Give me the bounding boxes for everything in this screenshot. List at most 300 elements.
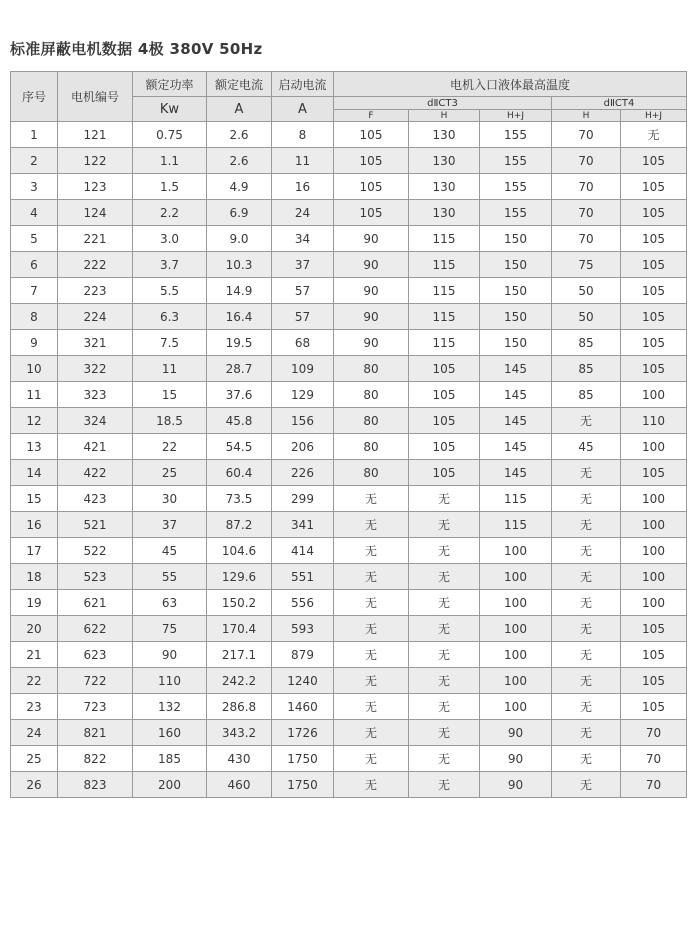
cell-current: 6.9 — [207, 200, 272, 226]
cell-start-current: 11 — [272, 148, 334, 174]
cell-ct3-h: 115 — [409, 278, 480, 304]
cell-seq: 8 — [11, 304, 58, 330]
cell-start-current: 414 — [272, 538, 334, 564]
cell-start-current: 109 — [272, 356, 334, 382]
cell-seq: 10 — [11, 356, 58, 382]
cell-seq: 15 — [11, 486, 58, 512]
cell-ct4-hj: 105 — [621, 616, 687, 642]
cell-seq: 11 — [11, 382, 58, 408]
cell-ct3-h: 105 — [409, 382, 480, 408]
cell-seq: 2 — [11, 148, 58, 174]
cell-ct3-hj: 155 — [480, 200, 552, 226]
header-ct3-h: H — [409, 110, 480, 122]
cell-power: 3.0 — [133, 226, 207, 252]
cell-ct3-f: 无 — [334, 616, 409, 642]
cell-ct3-h: 115 — [409, 226, 480, 252]
cell-ct3-f: 90 — [334, 226, 409, 252]
cell-ct4-hj: 105 — [621, 668, 687, 694]
cell-current: 9.0 — [207, 226, 272, 252]
cell-ct3-hj: 145 — [480, 434, 552, 460]
cell-current: 104.6 — [207, 538, 272, 564]
cell-start-current: 1460 — [272, 694, 334, 720]
cell-ct4-hj: 105 — [621, 278, 687, 304]
table-body — [11, 122, 687, 798]
cell-ct3-h: 105 — [409, 408, 480, 434]
cell-seq: 3 — [11, 174, 58, 200]
cell-motor-no: 323 — [58, 382, 133, 408]
cell-ct3-hj: 155 — [480, 174, 552, 200]
cell-motor-no: 521 — [58, 512, 133, 538]
cell-power: 185 — [133, 746, 207, 772]
table-row — [11, 512, 687, 538]
cell-ct3-h: 130 — [409, 174, 480, 200]
cell-ct4-hj: 105 — [621, 252, 687, 278]
cell-ct4-hj: 105 — [621, 304, 687, 330]
cell-ct4-h: 无 — [552, 616, 621, 642]
cell-ct3-h: 105 — [409, 356, 480, 382]
cell-ct4-hj: 105 — [621, 330, 687, 356]
cell-seq: 16 — [11, 512, 58, 538]
cell-ct4-hj: 105 — [621, 148, 687, 174]
cell-current: 87.2 — [207, 512, 272, 538]
table-row — [11, 460, 687, 486]
table-row — [11, 226, 687, 252]
cell-ct3-h: 105 — [409, 460, 480, 486]
cell-seq: 25 — [11, 746, 58, 772]
cell-ct4-hj: 105 — [621, 200, 687, 226]
cell-current: 460 — [207, 772, 272, 798]
cell-ct4-h: 70 — [552, 122, 621, 148]
cell-motor-no: 523 — [58, 564, 133, 590]
header-ct4-h: H — [552, 110, 621, 122]
cell-seq: 13 — [11, 434, 58, 460]
cell-power: 90 — [133, 642, 207, 668]
table-row — [11, 642, 687, 668]
cell-ct4-h: 无 — [552, 564, 621, 590]
cell-motor-no: 823 — [58, 772, 133, 798]
cell-seq: 22 — [11, 668, 58, 694]
cell-power: 132 — [133, 694, 207, 720]
cell-current: 45.8 — [207, 408, 272, 434]
header-max-temp: 电机入口液体最高温度 — [334, 72, 687, 97]
cell-ct3-f: 无 — [334, 746, 409, 772]
cell-ct3-f: 90 — [334, 278, 409, 304]
cell-motor-no: 124 — [58, 200, 133, 226]
cell-ct3-f: 80 — [334, 356, 409, 382]
cell-ct4-h: 70 — [552, 200, 621, 226]
cell-motor-no: 324 — [58, 408, 133, 434]
table-row — [11, 278, 687, 304]
table-row — [11, 356, 687, 382]
cell-ct4-hj: 105 — [621, 460, 687, 486]
cell-ct3-f: 无 — [334, 538, 409, 564]
table-row — [11, 720, 687, 746]
cell-start-current: 1726 — [272, 720, 334, 746]
cell-ct3-hj: 100 — [480, 590, 552, 616]
header-current-unit: A — [207, 97, 272, 122]
cell-seq: 7 — [11, 278, 58, 304]
header-motor-no: 电机编号 — [58, 72, 133, 122]
cell-ct3-f: 90 — [334, 252, 409, 278]
cell-power: 3.7 — [133, 252, 207, 278]
cell-power: 7.5 — [133, 330, 207, 356]
cell-ct4-hj: 105 — [621, 226, 687, 252]
table-row — [11, 122, 687, 148]
cell-motor-no: 322 — [58, 356, 133, 382]
cell-power: 160 — [133, 720, 207, 746]
cell-ct4-h: 85 — [552, 356, 621, 382]
table-row — [11, 694, 687, 720]
cell-start-current: 551 — [272, 564, 334, 590]
cell-ct4-h: 85 — [552, 330, 621, 356]
cell-ct3-hj: 145 — [480, 382, 552, 408]
cell-ct3-f: 105 — [334, 122, 409, 148]
cell-motor-no: 122 — [58, 148, 133, 174]
cell-ct3-hj: 150 — [480, 226, 552, 252]
header-seq: 序号 — [11, 72, 58, 122]
cell-current: 60.4 — [207, 460, 272, 486]
cell-current: 343.2 — [207, 720, 272, 746]
cell-seq: 17 — [11, 538, 58, 564]
table-row — [11, 174, 687, 200]
cell-ct3-hj: 145 — [480, 356, 552, 382]
cell-start-current: 57 — [272, 304, 334, 330]
table-row — [11, 616, 687, 642]
page-title: 标准屏蔽电机数据 4极 380V 50Hz — [10, 40, 263, 58]
cell-ct4-h: 无 — [552, 642, 621, 668]
cell-seq: 19 — [11, 590, 58, 616]
cell-ct3-h: 无 — [409, 512, 480, 538]
cell-start-current: 879 — [272, 642, 334, 668]
cell-ct4-hj: 100 — [621, 382, 687, 408]
cell-ct3-f: 105 — [334, 200, 409, 226]
cell-ct3-f: 90 — [334, 330, 409, 356]
header-ct3-hj: H+J — [480, 110, 552, 122]
cell-ct3-hj: 90 — [480, 746, 552, 772]
header-ct3-f: F — [334, 110, 409, 122]
cell-ct3-h: 无 — [409, 772, 480, 798]
cell-power: 37 — [133, 512, 207, 538]
cell-ct3-hj: 90 — [480, 772, 552, 798]
cell-motor-no: 821 — [58, 720, 133, 746]
cell-ct3-h: 无 — [409, 694, 480, 720]
table-header — [11, 72, 687, 122]
table-row — [11, 538, 687, 564]
cell-motor-no: 722 — [58, 668, 133, 694]
cell-start-current: 57 — [272, 278, 334, 304]
cell-seq: 4 — [11, 200, 58, 226]
cell-power: 18.5 — [133, 408, 207, 434]
cell-ct3-h: 无 — [409, 486, 480, 512]
cell-start-current: 226 — [272, 460, 334, 486]
cell-ct4-h: 无 — [552, 408, 621, 434]
cell-ct3-f: 90 — [334, 304, 409, 330]
cell-seq: 21 — [11, 642, 58, 668]
cell-current: 37.6 — [207, 382, 272, 408]
cell-ct3-f: 80 — [334, 434, 409, 460]
cell-seq: 14 — [11, 460, 58, 486]
table-row — [11, 148, 687, 174]
cell-power: 11 — [133, 356, 207, 382]
table-row — [11, 746, 687, 772]
cell-ct4-hj: 100 — [621, 486, 687, 512]
cell-ct4-hj: 110 — [621, 408, 687, 434]
cell-ct3-f: 无 — [334, 720, 409, 746]
cell-ct4-h: 无 — [552, 512, 621, 538]
cell-seq: 26 — [11, 772, 58, 798]
cell-current: 2.6 — [207, 122, 272, 148]
cell-start-current: 1750 — [272, 772, 334, 798]
cell-ct4-hj: 100 — [621, 538, 687, 564]
cell-current: 16.4 — [207, 304, 272, 330]
cell-current: 28.7 — [207, 356, 272, 382]
cell-ct4-h: 75 — [552, 252, 621, 278]
cell-start-current: 16 — [272, 174, 334, 200]
cell-current: 170.4 — [207, 616, 272, 642]
cell-power: 75 — [133, 616, 207, 642]
table-row — [11, 252, 687, 278]
cell-ct3-hj: 90 — [480, 720, 552, 746]
cell-ct3-hj: 100 — [480, 694, 552, 720]
cell-ct4-h: 无 — [552, 746, 621, 772]
cell-ct3-hj: 100 — [480, 668, 552, 694]
cell-ct4-h: 无 — [552, 668, 621, 694]
cell-motor-no: 822 — [58, 746, 133, 772]
cell-seq: 20 — [11, 616, 58, 642]
header-start-current: 启动电流 — [272, 72, 334, 97]
cell-ct3-hj: 150 — [480, 304, 552, 330]
cell-ct3-h: 105 — [409, 434, 480, 460]
cell-ct3-f: 80 — [334, 460, 409, 486]
cell-ct4-h: 45 — [552, 434, 621, 460]
cell-start-current: 1240 — [272, 668, 334, 694]
cell-ct3-f: 无 — [334, 694, 409, 720]
cell-ct3-f: 105 — [334, 148, 409, 174]
cell-power: 6.3 — [133, 304, 207, 330]
cell-ct3-f: 无 — [334, 512, 409, 538]
cell-ct4-hj: 105 — [621, 174, 687, 200]
cell-ct3-h: 无 — [409, 590, 480, 616]
cell-ct3-h: 130 — [409, 200, 480, 226]
cell-ct3-hj: 150 — [480, 252, 552, 278]
cell-ct3-hj: 150 — [480, 330, 552, 356]
cell-power: 25 — [133, 460, 207, 486]
cell-ct4-hj: 100 — [621, 512, 687, 538]
table-row — [11, 564, 687, 590]
table-row — [11, 486, 687, 512]
cell-start-current: 8 — [272, 122, 334, 148]
cell-ct4-h: 70 — [552, 148, 621, 174]
table-row — [11, 408, 687, 434]
cell-seq: 6 — [11, 252, 58, 278]
cell-motor-no: 622 — [58, 616, 133, 642]
header-ct4-hj: H+J — [621, 110, 687, 122]
table-row — [11, 434, 687, 460]
cell-current: 129.6 — [207, 564, 272, 590]
cell-ct3-hj: 100 — [480, 538, 552, 564]
cell-power: 22 — [133, 434, 207, 460]
cell-motor-no: 623 — [58, 642, 133, 668]
cell-power: 30 — [133, 486, 207, 512]
cell-motor-no: 321 — [58, 330, 133, 356]
table-row — [11, 772, 687, 798]
cell-current: 54.5 — [207, 434, 272, 460]
cell-ct4-hj: 105 — [621, 642, 687, 668]
cell-power: 5.5 — [133, 278, 207, 304]
cell-ct4-h: 无 — [552, 694, 621, 720]
cell-ct3-hj: 100 — [480, 616, 552, 642]
cell-motor-no: 123 — [58, 174, 133, 200]
cell-current: 2.6 — [207, 148, 272, 174]
cell-start-current: 556 — [272, 590, 334, 616]
table-row — [11, 304, 687, 330]
cell-power: 55 — [133, 564, 207, 590]
cell-seq: 23 — [11, 694, 58, 720]
cell-ct4-h: 无 — [552, 538, 621, 564]
cell-motor-no: 423 — [58, 486, 133, 512]
cell-ct3-hj: 100 — [480, 642, 552, 668]
cell-ct3-hj: 145 — [480, 460, 552, 486]
cell-current: 217.1 — [207, 642, 272, 668]
cell-ct4-h: 70 — [552, 174, 621, 200]
table-row — [11, 590, 687, 616]
cell-ct3-h: 130 — [409, 148, 480, 174]
cell-ct4-hj: 70 — [621, 746, 687, 772]
cell-start-current: 156 — [272, 408, 334, 434]
cell-start-current: 206 — [272, 434, 334, 460]
cell-ct3-hj: 150 — [480, 278, 552, 304]
cell-ct3-hj: 155 — [480, 122, 552, 148]
cell-ct4-hj: 70 — [621, 720, 687, 746]
cell-ct4-h: 无 — [552, 590, 621, 616]
cell-power: 1.1 — [133, 148, 207, 174]
cell-ct4-h: 无 — [552, 720, 621, 746]
cell-ct3-h: 无 — [409, 564, 480, 590]
cell-ct3-hj: 115 — [480, 512, 552, 538]
cell-ct3-h: 无 — [409, 642, 480, 668]
cell-ct4-hj: 70 — [621, 772, 687, 798]
cell-start-current: 34 — [272, 226, 334, 252]
cell-ct4-h: 无 — [552, 772, 621, 798]
header-ct4: dⅡCT4 — [552, 97, 687, 110]
cell-start-current: 299 — [272, 486, 334, 512]
cell-ct3-f: 无 — [334, 564, 409, 590]
cell-ct3-hj: 155 — [480, 148, 552, 174]
cell-motor-no: 221 — [58, 226, 133, 252]
header-start-unit: A — [272, 97, 334, 122]
cell-ct3-h: 无 — [409, 746, 480, 772]
table-row — [11, 382, 687, 408]
header-current: 额定电流 — [207, 72, 272, 97]
table-row — [11, 200, 687, 226]
cell-ct3-f: 80 — [334, 408, 409, 434]
cell-ct3-f: 80 — [334, 382, 409, 408]
cell-motor-no: 223 — [58, 278, 133, 304]
cell-ct4-hj: 100 — [621, 590, 687, 616]
cell-motor-no: 723 — [58, 694, 133, 720]
cell-ct4-h: 无 — [552, 460, 621, 486]
cell-ct3-f: 105 — [334, 174, 409, 200]
cell-motor-no: 522 — [58, 538, 133, 564]
cell-ct3-h: 115 — [409, 304, 480, 330]
cell-power: 0.75 — [133, 122, 207, 148]
cell-ct4-hj: 105 — [621, 356, 687, 382]
cell-ct4-h: 50 — [552, 304, 621, 330]
cell-seq: 24 — [11, 720, 58, 746]
cell-ct3-hj: 100 — [480, 564, 552, 590]
cell-power: 110 — [133, 668, 207, 694]
cell-ct3-h: 115 — [409, 252, 480, 278]
cell-ct3-f: 无 — [334, 590, 409, 616]
cell-current: 14.9 — [207, 278, 272, 304]
cell-ct3-h: 130 — [409, 122, 480, 148]
cell-start-current: 37 — [272, 252, 334, 278]
cell-seq: 12 — [11, 408, 58, 434]
cell-ct3-h: 无 — [409, 538, 480, 564]
cell-ct3-f: 无 — [334, 642, 409, 668]
cell-seq: 1 — [11, 122, 58, 148]
cell-ct3-f: 无 — [334, 486, 409, 512]
cell-ct3-h: 115 — [409, 330, 480, 356]
header-ct3: dⅡCT3 — [334, 97, 552, 110]
motor-data-table — [10, 71, 687, 798]
cell-power: 1.5 — [133, 174, 207, 200]
cell-motor-no: 621 — [58, 590, 133, 616]
cell-ct4-hj: 100 — [621, 434, 687, 460]
cell-seq: 18 — [11, 564, 58, 590]
cell-seq: 5 — [11, 226, 58, 252]
cell-start-current: 341 — [272, 512, 334, 538]
cell-power: 15 — [133, 382, 207, 408]
cell-motor-no: 222 — [58, 252, 133, 278]
cell-power: 63 — [133, 590, 207, 616]
cell-motor-no: 422 — [58, 460, 133, 486]
header-power-unit: Kw — [133, 97, 207, 122]
cell-ct3-f: 无 — [334, 772, 409, 798]
cell-ct3-hj: 145 — [480, 408, 552, 434]
cell-current: 19.5 — [207, 330, 272, 356]
cell-motor-no: 224 — [58, 304, 133, 330]
header-power: 额定功率 — [133, 72, 207, 97]
cell-power: 45 — [133, 538, 207, 564]
cell-ct4-hj: 105 — [621, 694, 687, 720]
cell-start-current: 68 — [272, 330, 334, 356]
cell-ct4-h: 50 — [552, 278, 621, 304]
cell-ct3-h: 无 — [409, 720, 480, 746]
cell-start-current: 593 — [272, 616, 334, 642]
cell-seq: 9 — [11, 330, 58, 356]
cell-ct3-h: 无 — [409, 616, 480, 642]
cell-power: 2.2 — [133, 200, 207, 226]
cell-current: 150.2 — [207, 590, 272, 616]
cell-current: 286.8 — [207, 694, 272, 720]
cell-current: 4.9 — [207, 174, 272, 200]
table-row — [11, 668, 687, 694]
cell-start-current: 24 — [272, 200, 334, 226]
cell-current: 430 — [207, 746, 272, 772]
table-row — [11, 330, 687, 356]
cell-current: 10.3 — [207, 252, 272, 278]
cell-ct4-hj: 100 — [621, 564, 687, 590]
cell-start-current: 1750 — [272, 746, 334, 772]
cell-ct4-h: 无 — [552, 486, 621, 512]
cell-motor-no: 121 — [58, 122, 133, 148]
cell-ct4-h: 85 — [552, 382, 621, 408]
cell-start-current: 129 — [272, 382, 334, 408]
cell-current: 73.5 — [207, 486, 272, 512]
cell-power: 200 — [133, 772, 207, 798]
cell-ct4-hj: 无 — [621, 122, 687, 148]
